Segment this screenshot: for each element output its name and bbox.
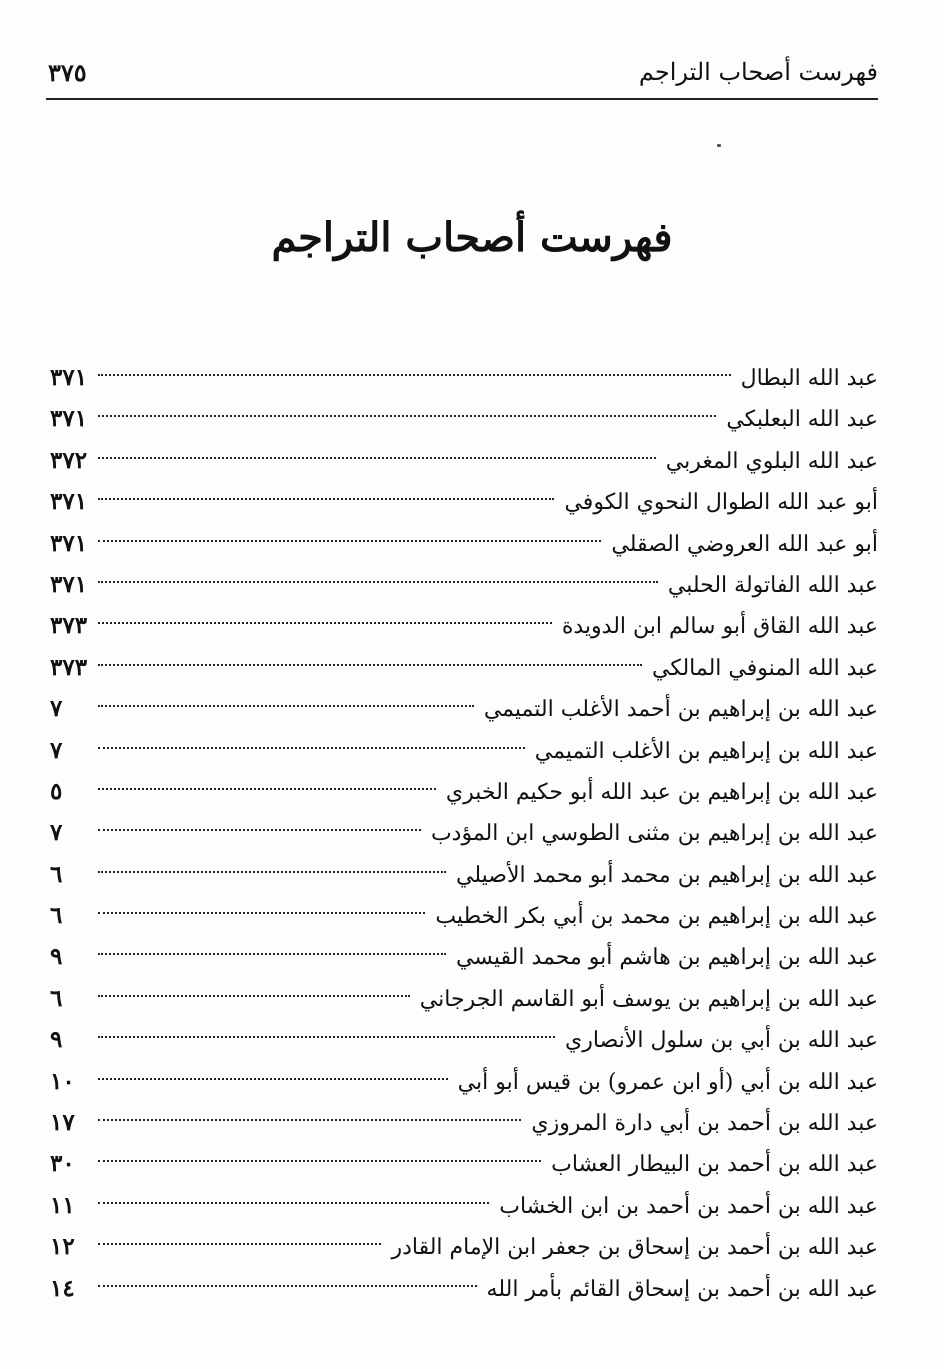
index-entry	[50, 688, 878, 729]
entry-page-number: ٣٧٢	[50, 446, 88, 474]
index-entry	[50, 730, 878, 771]
entry-page-number: ١٢	[50, 1233, 75, 1261]
dot-leader	[98, 1160, 541, 1162]
entry-name: عبد الله الفاتولة الحلبي	[667, 572, 878, 598]
entry-page-number: ٣٧١	[50, 488, 88, 516]
entry-page-number: ١٧	[50, 1109, 75, 1137]
dot-leader	[98, 871, 446, 873]
index-entry	[50, 1019, 878, 1060]
dot-leader	[98, 1036, 555, 1038]
dot-leader	[98, 374, 731, 376]
index-entry	[50, 1143, 878, 1184]
entry-name: عبد الله بن أبي (أو ابن عمرو) بن قيس أبو أبي	[457, 1069, 878, 1095]
entry-name: عبد الله بن أبي بن سلول الأنصاري	[565, 1028, 878, 1054]
entry-page-number: ٩	[50, 943, 63, 971]
entry-name: أبو عبد الله العروضي الصقلي	[611, 531, 878, 557]
dot-leader	[98, 498, 554, 500]
entry-page-number: ٧	[50, 695, 63, 723]
entry-name: عبد الله القاق أبو سالم ابن الدويدة	[561, 614, 878, 640]
entry-name: عبد الله بن إبراهيم بن مثنى الطوسي ابن المؤدب	[430, 821, 878, 847]
index-entry	[50, 605, 878, 646]
entry-page-number: ٦	[50, 860, 63, 888]
entry-name: عبد الله بن أحمد بن إسحاق القائم بأمر الله	[486, 1276, 878, 1302]
entry-name: عبد الله بن إبراهيم بن محمد أبو محمد الأصيلي	[456, 862, 878, 888]
entry-page-number: ٣٧٣	[50, 653, 88, 681]
index-entry	[50, 1268, 878, 1309]
index-entry	[50, 1226, 878, 1267]
index-entry	[50, 812, 878, 853]
entry-page-number: ٣٧١	[50, 529, 88, 557]
index-entry	[50, 1102, 878, 1143]
index-entry	[50, 854, 878, 895]
entry-page-number: ٦	[50, 984, 63, 1012]
entry-name: عبد الله بن إبراهيم بن أحمد الأغلب التميمي	[483, 697, 878, 723]
dot-leader	[98, 995, 410, 997]
entry-name: عبد الله بن إبراهيم بن يوسف أبو القاسم الجرجاني	[419, 986, 878, 1012]
entry-page-number: ٣٠	[50, 1150, 75, 1178]
index-entry	[50, 978, 878, 1019]
entry-page-number: ٣٧١	[50, 405, 88, 433]
entry-name: عبد الله المنوفي المالكي	[651, 655, 878, 681]
entry-name: عبد الله بن أحمد بن إسحاق بن جعفر ابن الإمام القادر	[391, 1235, 878, 1261]
dot-leader	[98, 788, 436, 790]
entry-name: عبد الله البلوي المغربي	[665, 448, 878, 474]
entry-name: عبد الله بن أحمد بن أحمد بن ابن الخشاب	[499, 1193, 878, 1219]
entry-name: عبد الله البعلبكي	[726, 407, 878, 433]
entry-page-number: ٩	[50, 1026, 63, 1054]
index-entry	[50, 1185, 878, 1226]
dot-leader	[98, 747, 525, 749]
index-entry	[50, 647, 878, 688]
entry-page-number: ٣٧١	[50, 364, 88, 391]
dot-leader	[98, 1078, 448, 1080]
entry-name: عبد الله بن إبراهيم بن عبد الله أبو حكيم الخبري	[445, 779, 878, 805]
entry-name: عبد الله البطال	[740, 366, 878, 391]
dot-leader	[98, 622, 552, 624]
entry-name: عبد الله بن إبراهيم بن الأغلب التميمي	[534, 738, 878, 764]
entry-page-number: ٣٧١	[50, 570, 88, 598]
index-list	[50, 357, 878, 1309]
entry-name: عبد الله بن أحمد بن البيطار العشاب	[551, 1152, 878, 1178]
entry-page-number: ٥	[50, 777, 63, 805]
dot-leader	[98, 829, 421, 831]
dot-leader	[98, 1243, 381, 1245]
dot-leader	[98, 705, 474, 707]
entry-name: عبد الله بن إبراهيم بن هاشم أبو محمد القيسي	[455, 945, 878, 971]
dot-leader	[98, 664, 642, 666]
dot-leader	[98, 415, 716, 417]
print-speck	[717, 144, 721, 147]
index-entry	[50, 895, 878, 936]
entry-page-number: ٦	[50, 902, 63, 930]
index-title: فهرست أصحاب التراجم	[271, 214, 673, 261]
entry-page-number: ٧	[50, 736, 63, 764]
dot-leader	[98, 1119, 521, 1121]
index-entry	[50, 564, 878, 605]
dot-leader	[98, 581, 658, 583]
index-entry	[50, 523, 878, 564]
running-header-title: فهرست أصحاب التراجم	[638, 58, 878, 86]
entry-page-number: ١٤	[50, 1274, 75, 1302]
entry-name: عبد الله بن إبراهيم بن محمد بن أبي بكر الخطيب	[435, 904, 878, 930]
entry-page-number: ٣٧٣	[50, 612, 88, 640]
entry-name: أبو عبد الله الطوال النحوي الكوفي	[564, 490, 878, 516]
index-entry	[50, 357, 878, 398]
dot-leader	[98, 1202, 489, 1204]
index-entry	[50, 771, 878, 812]
index-entry	[50, 398, 878, 439]
dot-leader	[98, 1285, 477, 1287]
entry-page-number: ١٠	[50, 1067, 75, 1095]
dot-leader	[98, 912, 425, 914]
index-entry	[50, 440, 878, 481]
dot-leader	[98, 457, 656, 459]
dot-leader	[98, 953, 446, 955]
running-header	[46, 50, 878, 100]
entry-page-number: ٧	[50, 819, 63, 847]
entry-page-number: ١١	[50, 1191, 75, 1219]
page-number: ٣٧٥	[48, 58, 87, 87]
index-entry	[50, 1061, 878, 1102]
index-entry	[50, 481, 878, 522]
dot-leader	[98, 540, 601, 542]
entry-name: عبد الله بن أحمد بن أبي دارة المروزي	[531, 1111, 878, 1137]
index-entry	[50, 936, 878, 977]
